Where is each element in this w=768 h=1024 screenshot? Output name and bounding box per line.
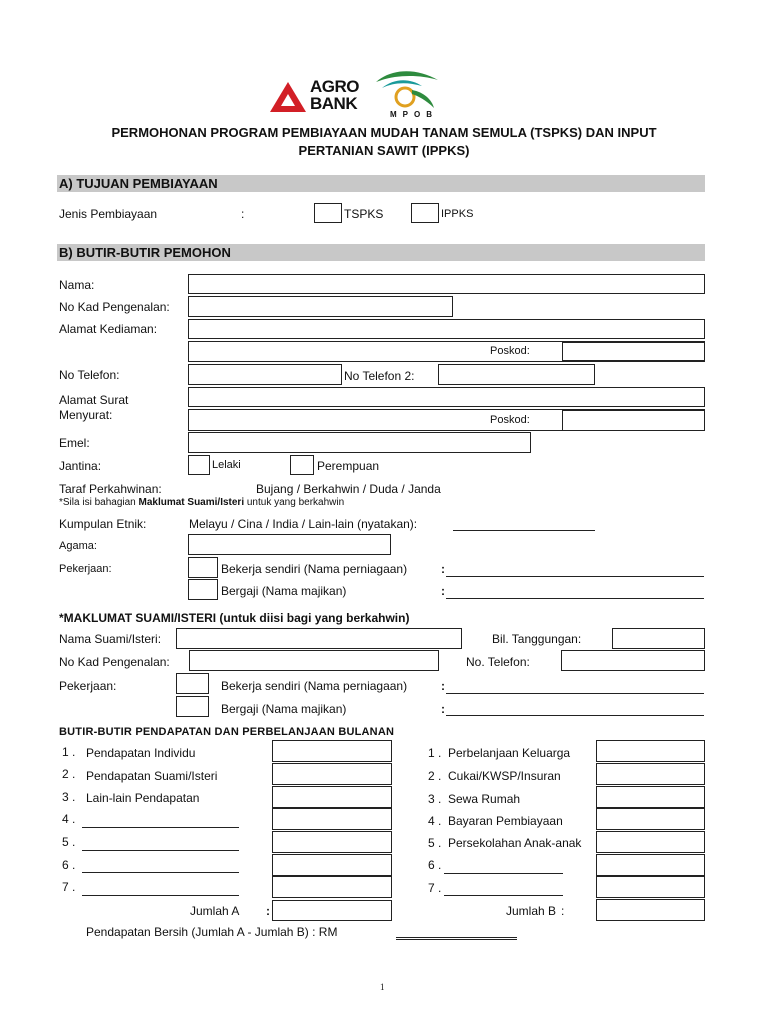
bil-tanggungan-field[interactable] xyxy=(612,628,705,649)
income-label: Pendapatan Individu xyxy=(86,746,196,760)
poskod-field[interactable] xyxy=(562,342,705,361)
pekerjaan-label: Pekerjaan: xyxy=(59,563,112,575)
expense-label: Perbelanjaan Keluarga xyxy=(448,746,571,760)
agrobank-logo xyxy=(268,76,378,116)
income-amount-field[interactable] xyxy=(272,786,392,808)
form-title-line1: PERMOHONAN PROGRAM PEMBIAYAAN MUDAH TANAM SEMULA (TSPKS) DAN INPUT xyxy=(111,125,657,140)
bekerja-sendiri-line[interactable] xyxy=(446,576,704,577)
expense-label: Sewa Rumah xyxy=(448,792,521,806)
perempuan-label: Perempuan xyxy=(317,459,380,473)
alamat-kediaman-field-1[interactable] xyxy=(188,319,705,339)
spouse-bekerja-checkbox[interactable] xyxy=(176,673,209,694)
note-bold: Maklumat Suami/Isteri xyxy=(138,497,245,508)
note-pre: *Sila isi bahagian xyxy=(59,497,139,508)
bergaji-checkbox[interactable] xyxy=(188,579,218,600)
taraf-options: Bujang / Berkahwin / Duda / Janda xyxy=(256,482,441,496)
expense-amount-field[interactable] xyxy=(596,808,705,830)
expense-amount-field[interactable] xyxy=(596,740,705,762)
income-custom-line[interactable] xyxy=(82,827,239,828)
jenis-colon: : xyxy=(241,207,245,221)
taraf-label: Taraf Perkahwinan: xyxy=(59,482,162,496)
maklumat-note xyxy=(59,497,344,508)
jumlah-a-field[interactable] xyxy=(272,900,392,921)
expense-custom-line[interactable] xyxy=(444,895,563,896)
jenis-pembiayaan-label: Jenis Pembiayaan xyxy=(59,207,158,221)
bergaji-line[interactable] xyxy=(446,598,704,599)
ippks-label: IPPKS xyxy=(441,208,474,220)
income-amount-field[interactable] xyxy=(272,854,392,876)
spouse-no-kad-field[interactable] xyxy=(189,650,439,671)
income-num: 3 . xyxy=(62,790,76,804)
jumlah-a-label: Jumlah A xyxy=(190,904,240,918)
poskod2-field[interactable] xyxy=(562,410,705,431)
expense-amount-field[interactable] xyxy=(596,786,705,808)
agrobank-mark-icon xyxy=(270,82,306,112)
no-telefon2-label: No Telefon 2: xyxy=(344,369,415,383)
mpob-leaf-icon xyxy=(372,70,442,110)
emel-label: Emel: xyxy=(59,436,90,450)
spouse-pekerjaan-label: Pekerjaan: xyxy=(59,679,117,693)
income-amount-field[interactable] xyxy=(272,831,392,853)
spouse-bergaji-colon: : xyxy=(441,702,445,716)
spouse-bergaji-label: Bergaji (Nama majikan) xyxy=(221,702,347,716)
expense-amount-field[interactable] xyxy=(596,854,705,876)
bergaji-label: Bergaji (Nama majikan) xyxy=(221,584,347,598)
spouse-no-kad-label: No Kad Pengenalan: xyxy=(59,655,170,669)
expense-num: 5 . xyxy=(428,836,442,850)
income-num: 7 . xyxy=(62,880,76,894)
etnik-options: Melayu / Cina / India / Lain-lain (nyatakan): xyxy=(189,517,418,531)
spouse-bergaji-checkbox[interactable] xyxy=(176,696,209,717)
lelaki-label: Lelaki xyxy=(212,459,241,471)
perempuan-checkbox[interactable] xyxy=(290,455,314,475)
spouse-no-tel-field[interactable] xyxy=(561,650,705,671)
jantina-label: Jantina: xyxy=(59,459,102,473)
jumlah-a-colon: : xyxy=(266,904,270,918)
expense-num: 4 . xyxy=(428,814,442,828)
lelaki-checkbox[interactable] xyxy=(188,455,210,475)
expense-custom-line[interactable] xyxy=(444,873,563,874)
logo-text-bank: BANK xyxy=(310,94,358,113)
expense-label: Cukai/KWSP/Insuran xyxy=(448,769,561,783)
income-amount-field[interactable] xyxy=(272,808,392,830)
finance-heading: BUTIR-BUTIR PENDAPATAN DAN PERBELANJAAN BULANAN xyxy=(59,726,395,738)
form-title-line2: PERTANIAN SAWIT (IPPKS) xyxy=(298,143,470,158)
expense-amount-field[interactable] xyxy=(596,876,705,898)
pendapatan-bersih-line[interactable] xyxy=(396,937,517,940)
spouse-nama-field[interactable] xyxy=(176,628,462,649)
income-num: 4 . xyxy=(62,812,76,826)
agama-field[interactable] xyxy=(188,534,391,555)
income-custom-line[interactable] xyxy=(82,850,239,851)
poskod-label: Poskod: xyxy=(490,345,530,357)
jumlah-b-colon: : xyxy=(561,904,565,918)
income-label: Pendapatan Suami/Isteri xyxy=(86,769,218,783)
bekerja-sendiri-checkbox[interactable] xyxy=(188,557,218,578)
expense-num: 6 . xyxy=(428,858,442,872)
expense-num: 7 . xyxy=(428,881,442,895)
income-num: 6 . xyxy=(62,858,76,872)
pendapatan-bersih-label: Pendapatan Bersih (Jumlah A - Jumlah B) : RM xyxy=(86,925,338,939)
income-amount-field[interactable] xyxy=(272,740,392,762)
spouse-heading: *MAKLUMAT SUAMI/ISTERI (untuk diisi bagi yang berkahwin) xyxy=(59,611,410,625)
no-telefon2-field[interactable] xyxy=(438,364,595,385)
etnik-label: Kumpulan Etnik: xyxy=(59,517,147,531)
jumlah-b-field[interactable] xyxy=(596,899,705,921)
spouse-bekerja-line[interactable] xyxy=(446,693,704,694)
ippks-checkbox[interactable] xyxy=(411,203,439,223)
alamat-surat-field-1[interactable] xyxy=(188,387,705,407)
income-amount-field[interactable] xyxy=(272,876,392,898)
income-num: 5 . xyxy=(62,835,76,849)
expense-num: 1 . xyxy=(428,746,442,760)
agama-label: Agama: xyxy=(59,540,97,552)
section-b-heading: B) BUTIR-BUTIR PEMOHON xyxy=(57,244,705,261)
alamat-surat-label-2: Menyurat: xyxy=(59,408,113,422)
tspks-checkbox[interactable] xyxy=(314,203,342,223)
no-telefon-field[interactable] xyxy=(188,364,342,385)
etnik-line[interactable] xyxy=(453,530,595,531)
expense-label: Persekolahan Anak-anak xyxy=(448,836,582,850)
alamat-surat-label-1: Alamat Surat xyxy=(59,393,129,407)
note-post: untuk yang berkahwin xyxy=(244,497,345,508)
tspks-label: TSPKS xyxy=(344,207,384,221)
spouse-no-tel-label: No. Telefon: xyxy=(466,655,530,669)
logo-text-agro: AGRO xyxy=(310,77,359,96)
income-num: 1 . xyxy=(62,745,76,759)
income-custom-line[interactable] xyxy=(82,872,239,873)
spouse-bekerja-colon: : xyxy=(441,679,445,693)
spouse-nama-label: Nama Suami/Isteri: xyxy=(59,632,162,646)
expense-num: 3 . xyxy=(428,792,442,806)
expense-amount-field[interactable] xyxy=(596,831,705,853)
spouse-bergaji-line[interactable] xyxy=(446,715,704,716)
jumlah-b-label: Jumlah B xyxy=(506,904,557,918)
expense-amount-field[interactable] xyxy=(596,763,705,785)
spouse-bekerja-label: Bekerja sendiri (Nama perniagaan) xyxy=(221,679,408,693)
bergaji-colon: : xyxy=(441,584,445,598)
expense-label: Bayaran Pembiayaan xyxy=(448,814,563,828)
page-number: 1 xyxy=(380,982,385,992)
section-a-heading: A) TUJUAN PEMBIAYAAN xyxy=(57,175,705,192)
no-kad-label: No Kad Pengenalan: xyxy=(59,300,170,314)
poskod2-label: Poskod: xyxy=(490,414,530,426)
income-label: Lain-lain Pendapatan xyxy=(86,791,200,805)
bekerja-colon: : xyxy=(441,562,445,576)
no-kad-field[interactable] xyxy=(188,296,453,317)
nama-field[interactable] xyxy=(188,274,705,294)
mpob-logo xyxy=(372,70,442,126)
mpob-text: MPOB xyxy=(390,110,438,119)
nama-label: Nama: xyxy=(59,278,95,292)
bil-tanggungan-label: Bil. Tanggungan: xyxy=(492,632,582,646)
income-custom-line[interactable] xyxy=(82,895,239,896)
expense-num: 2 . xyxy=(428,769,442,783)
income-amount-field[interactable] xyxy=(272,763,392,785)
no-telefon-label: No Telefon: xyxy=(59,368,120,382)
income-num: 2 . xyxy=(62,767,76,781)
bekerja-sendiri-label: Bekerja sendiri (Nama perniagaan) xyxy=(221,562,408,576)
alamat-kediaman-label: Alamat Kediaman: xyxy=(59,322,158,336)
emel-field[interactable] xyxy=(188,432,531,453)
